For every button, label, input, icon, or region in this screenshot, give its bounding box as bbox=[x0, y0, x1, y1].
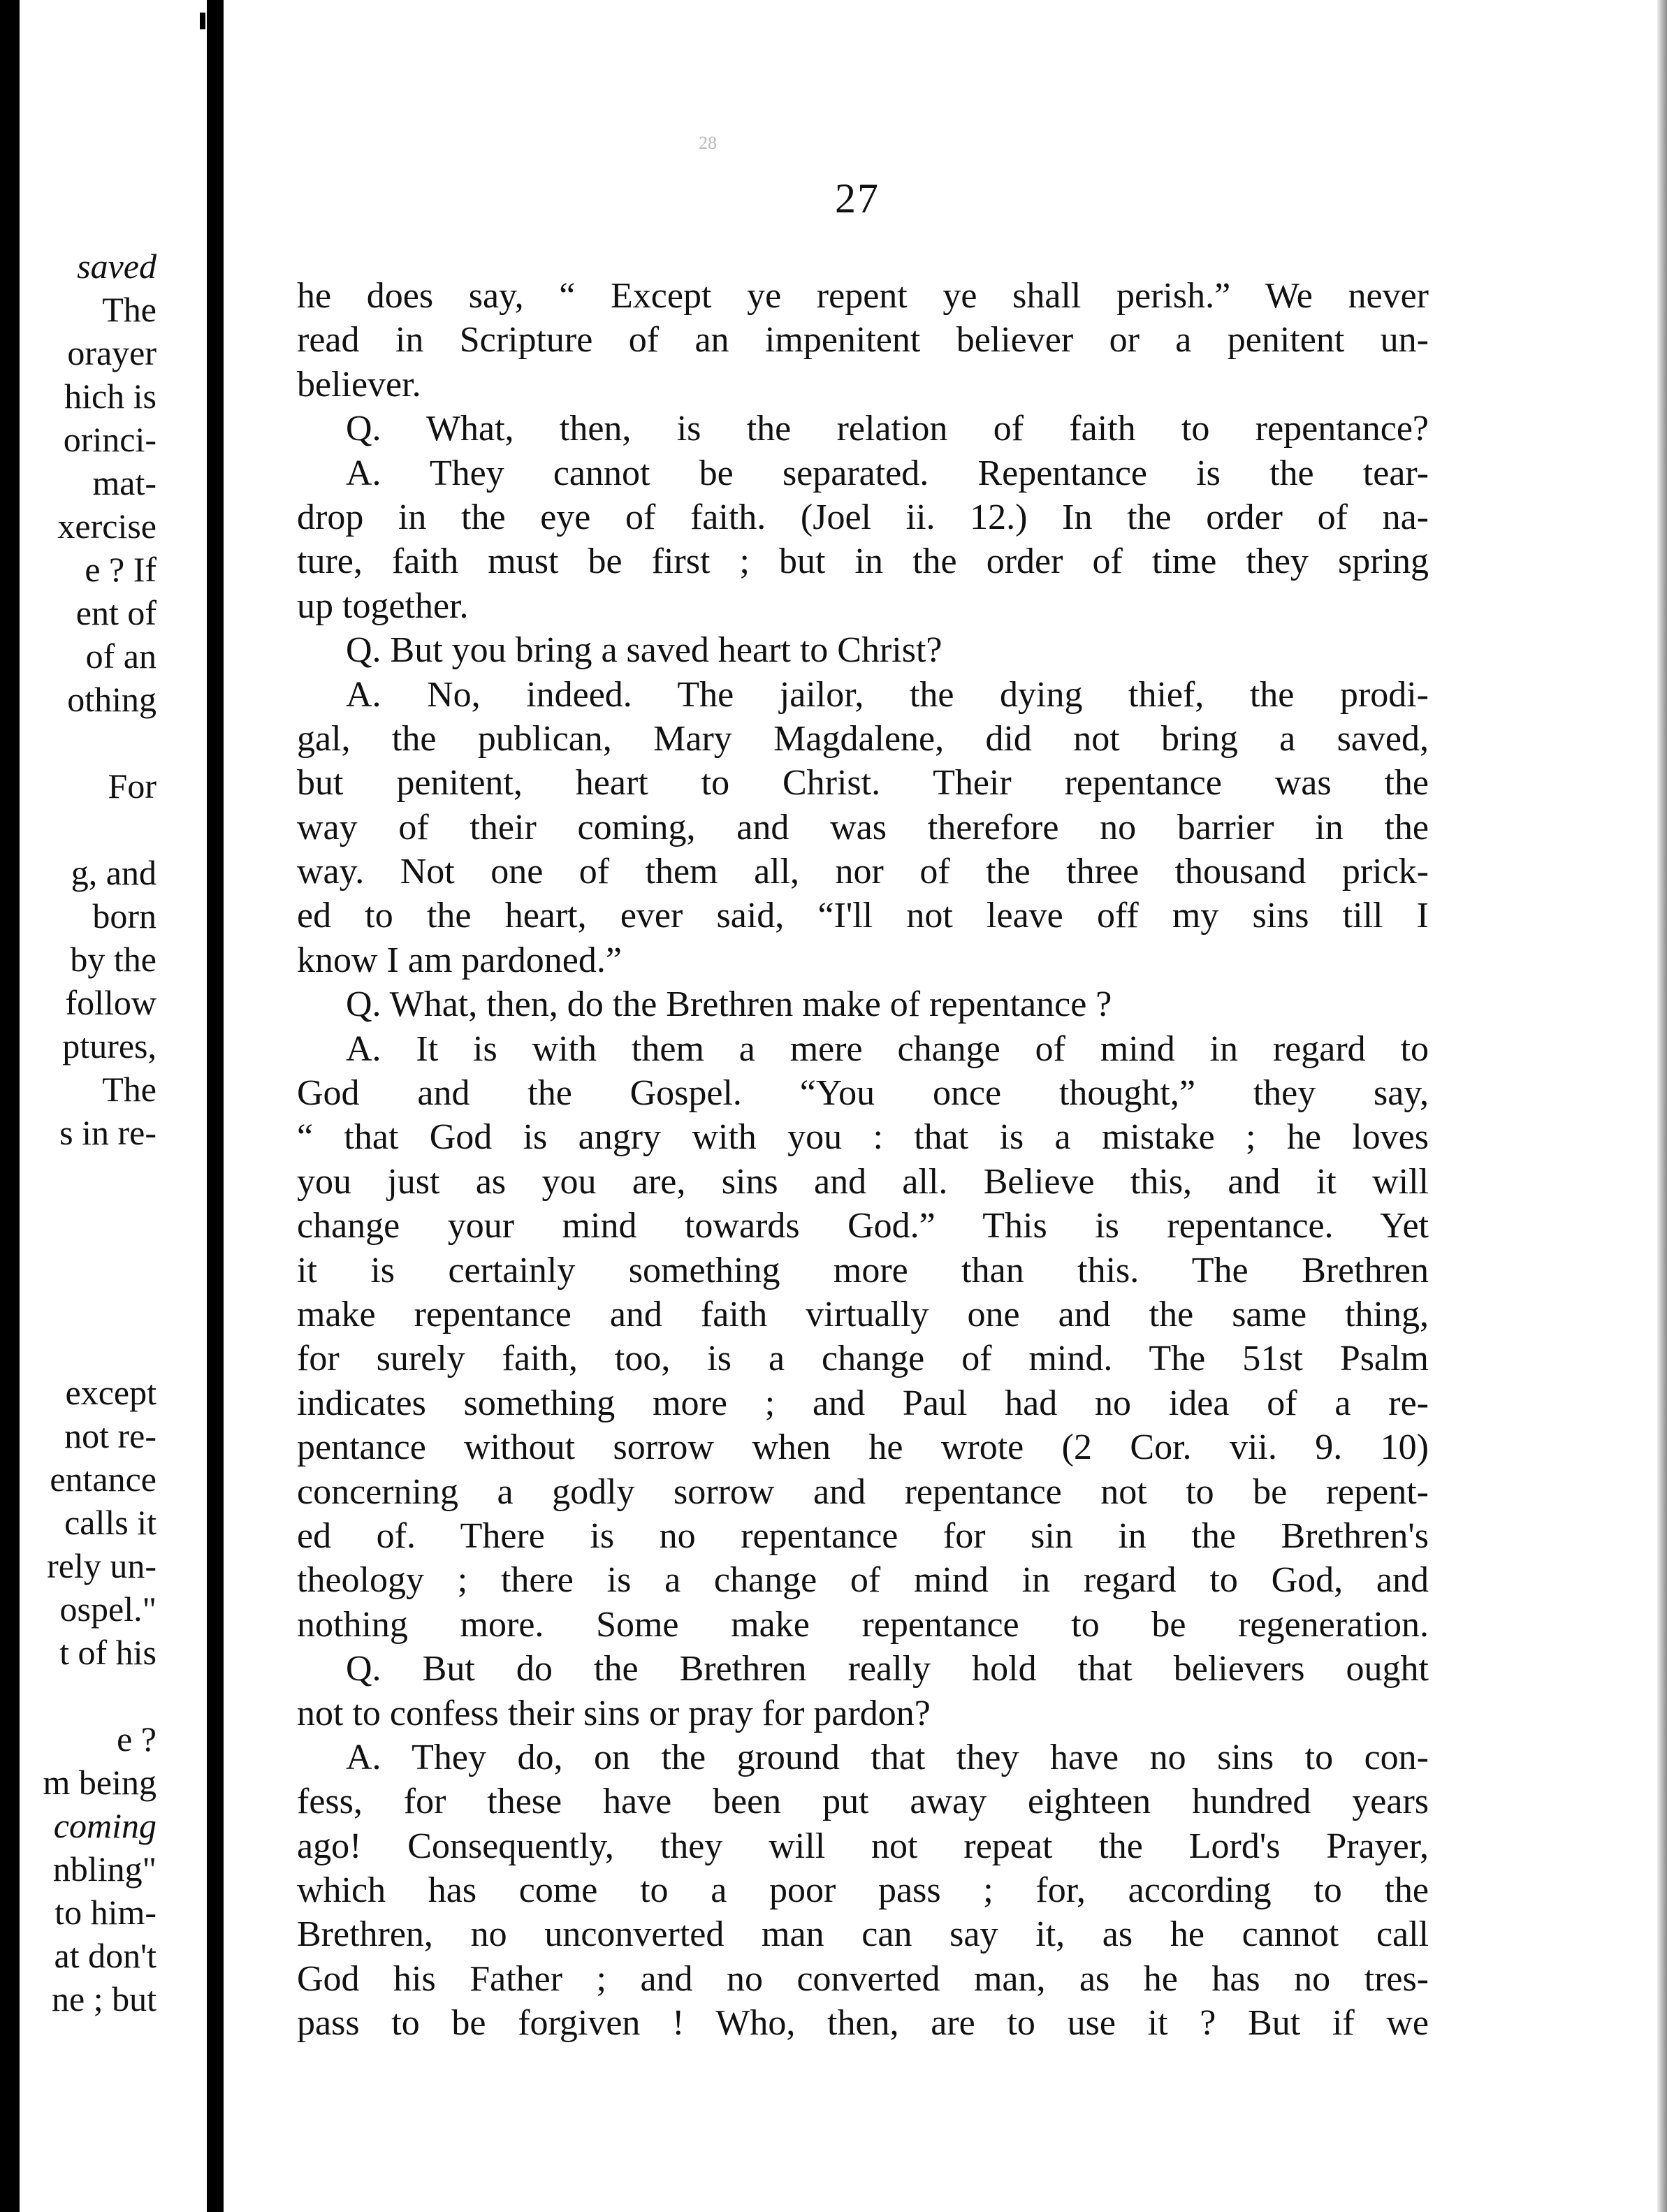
text-line: ed of. There is no repentance for sin in the Brethren's bbox=[297, 1515, 1429, 1556]
text-line: theology ; there is a change of mind in regard to God, and bbox=[297, 1560, 1429, 1601]
page-number: 27 bbox=[835, 175, 880, 221]
scan-mark bbox=[200, 13, 205, 29]
previous-page-line: orayer bbox=[67, 333, 156, 372]
previous-page-line: born bbox=[92, 896, 156, 936]
text-line: know I am pardoned.” bbox=[297, 940, 622, 980]
text-line: concerning a godly sorrow and repentance not to be repent- bbox=[297, 1471, 1429, 1512]
previous-page-line: e ? If bbox=[85, 550, 156, 589]
text-line: God and the Gospel. “You once thought,” they say, bbox=[297, 1073, 1429, 1114]
book-gutter bbox=[207, 0, 224, 2212]
text-line: read in Scripture of an impenitent believer or a penitent un- bbox=[297, 320, 1429, 361]
previous-page-line: s in re- bbox=[59, 1113, 156, 1152]
text-line: gal, the publican, Mary Magdalene, did not bring a saved, bbox=[297, 718, 1429, 759]
text-line: believer. bbox=[297, 364, 421, 405]
previous-page-line bbox=[20, 1674, 156, 1717]
bleed-through-number: 28 bbox=[699, 133, 717, 153]
previous-page-line bbox=[20, 721, 156, 764]
text-line: you just as you are, sins and all. Believe this, and it will bbox=[297, 1161, 1429, 1202]
previous-page-line: rely un- bbox=[47, 1546, 156, 1585]
text-line: he does say, “ Except ye repent ye shall perish.” We never bbox=[297, 276, 1429, 316]
text-line: drop in the eye of faith. (Joel ii. 12.) In the order of na- bbox=[297, 497, 1429, 537]
previous-page-line: The bbox=[102, 1070, 156, 1109]
previous-page-line: at don't bbox=[54, 1936, 156, 1975]
text-line: way of their coming, and was therefore no barrier in the bbox=[297, 807, 1429, 847]
previous-page-fragments bbox=[20, 245, 156, 2021]
text-line: make repentance and faith virtually one and the same thing, bbox=[297, 1294, 1429, 1334]
text-line: Q. What, then, do the Brethren make of repentance ? bbox=[346, 984, 1112, 1025]
text-line: God his Father ; and no converted man, as he has no tres- bbox=[297, 1958, 1429, 1999]
previous-page-line: t of his bbox=[59, 1633, 156, 1672]
text-line: “ that God is angry with you : that is a mistake ; he loves bbox=[297, 1117, 1429, 1158]
text-line: but penitent, heart to Christ. Their repentance was the bbox=[297, 763, 1429, 803]
text-line: pentance without sorrow when he wrote (2 Cor. vii. 9. 10) bbox=[297, 1427, 1429, 1468]
text-line: up together. bbox=[297, 585, 469, 626]
text-line: change your mind towards God.” This is repentance. Yet bbox=[297, 1206, 1429, 1246]
previous-page-line: e ? bbox=[117, 1719, 156, 1759]
text-line: A. They cannot be separated. Repentance is the tear- bbox=[346, 453, 1429, 493]
previous-page-line: g, and bbox=[71, 853, 156, 892]
text-line: Q. But you bring a saved heart to Christ? bbox=[346, 630, 942, 671]
previous-page-line: hich is bbox=[64, 377, 156, 416]
previous-page-line: coming bbox=[53, 1806, 156, 1845]
previous-page-line bbox=[20, 1327, 156, 1371]
previous-page-line: mat- bbox=[92, 463, 156, 502]
previous-page-line: to him- bbox=[54, 1893, 156, 1932]
text-line: ago! Consequently, they will not repeat the Lord's Prayer, bbox=[297, 1826, 1429, 1866]
previous-page bbox=[20, 0, 207, 2212]
text-line: A. It is with them a mere change of mind in regard to bbox=[346, 1028, 1429, 1069]
text-line: ed to the heart, ever said, “I'll not leave off my sins till I bbox=[297, 896, 1429, 936]
text-line: nothing more. Some make repentance to be regeneration. bbox=[297, 1604, 1429, 1645]
text-line: Brethren, no unconverted man can say it, as he cannot call bbox=[297, 1914, 1429, 1955]
previous-page-line: ospel." bbox=[59, 1589, 156, 1629]
text-line: pass to be forgiven ! Who, then, are to use it ? But if we bbox=[297, 2003, 1429, 2044]
text-line: for surely faith, too, is a change of mind. The 51st Psalm bbox=[297, 1339, 1429, 1379]
previous-page-line: ne ; but bbox=[52, 1979, 156, 2018]
previous-page-line: For bbox=[108, 766, 156, 806]
previous-page-line: entance bbox=[50, 1460, 156, 1499]
previous-page-line bbox=[20, 1198, 156, 1241]
previous-page-line bbox=[20, 808, 156, 851]
previous-page-line: except bbox=[65, 1373, 156, 1412]
previous-page-line: calls it bbox=[64, 1503, 156, 1542]
body-text bbox=[297, 274, 1429, 2046]
previous-page-line: follow bbox=[65, 983, 156, 1022]
text-line: ture, faith must be first ; but in the order of time they spring bbox=[297, 541, 1429, 582]
previous-page-line: nbling" bbox=[52, 1849, 156, 1889]
previous-page-line: The bbox=[102, 290, 156, 329]
previous-page-line: othing bbox=[67, 680, 156, 719]
text-line: Q. What, then, is the relation of faith to repentance? bbox=[346, 409, 1429, 449]
text-line: not to confess their sins or pray for pardon? bbox=[297, 1693, 931, 1733]
previous-page-line: m being bbox=[43, 1763, 156, 1802]
text-line: way. Not one of them all, nor of the three thousand prick- bbox=[297, 852, 1429, 892]
previous-page-line: xercise bbox=[57, 507, 156, 546]
text-line: A. No, indeed. The jailor, the dying thief, the prodi- bbox=[346, 674, 1429, 715]
previous-page-line: saved bbox=[77, 247, 156, 286]
previous-page-line bbox=[20, 1154, 156, 1198]
previous-page-line bbox=[20, 1284, 156, 1327]
previous-page-line: not re- bbox=[64, 1416, 156, 1455]
previous-page-line: of an bbox=[85, 636, 156, 676]
text-line: indicates something more ; and Paul had no idea of a re- bbox=[297, 1383, 1429, 1423]
page-right-edge bbox=[1657, 0, 1667, 2212]
text-line: which has come to a poor pass ; for, according to the bbox=[297, 1870, 1429, 1911]
previous-page-line bbox=[20, 1241, 156, 1284]
previous-page-line: by the bbox=[70, 940, 156, 979]
scan-left-edge bbox=[0, 0, 20, 2212]
text-line: fess, for these have been put away eighteen hundred years bbox=[297, 1782, 1429, 1822]
previous-page-line: ptures, bbox=[62, 1026, 156, 1065]
text-line: Q. But do the Brethren really hold that believers ought bbox=[346, 1649, 1429, 1689]
previous-page-line: ent of bbox=[75, 593, 156, 632]
text-line: A. They do, on the ground that they have no sins to con- bbox=[346, 1737, 1429, 1777]
text-line: it is certainly something more than this. The Brethren bbox=[297, 1250, 1429, 1290]
previous-page-line: orinci- bbox=[63, 420, 156, 459]
